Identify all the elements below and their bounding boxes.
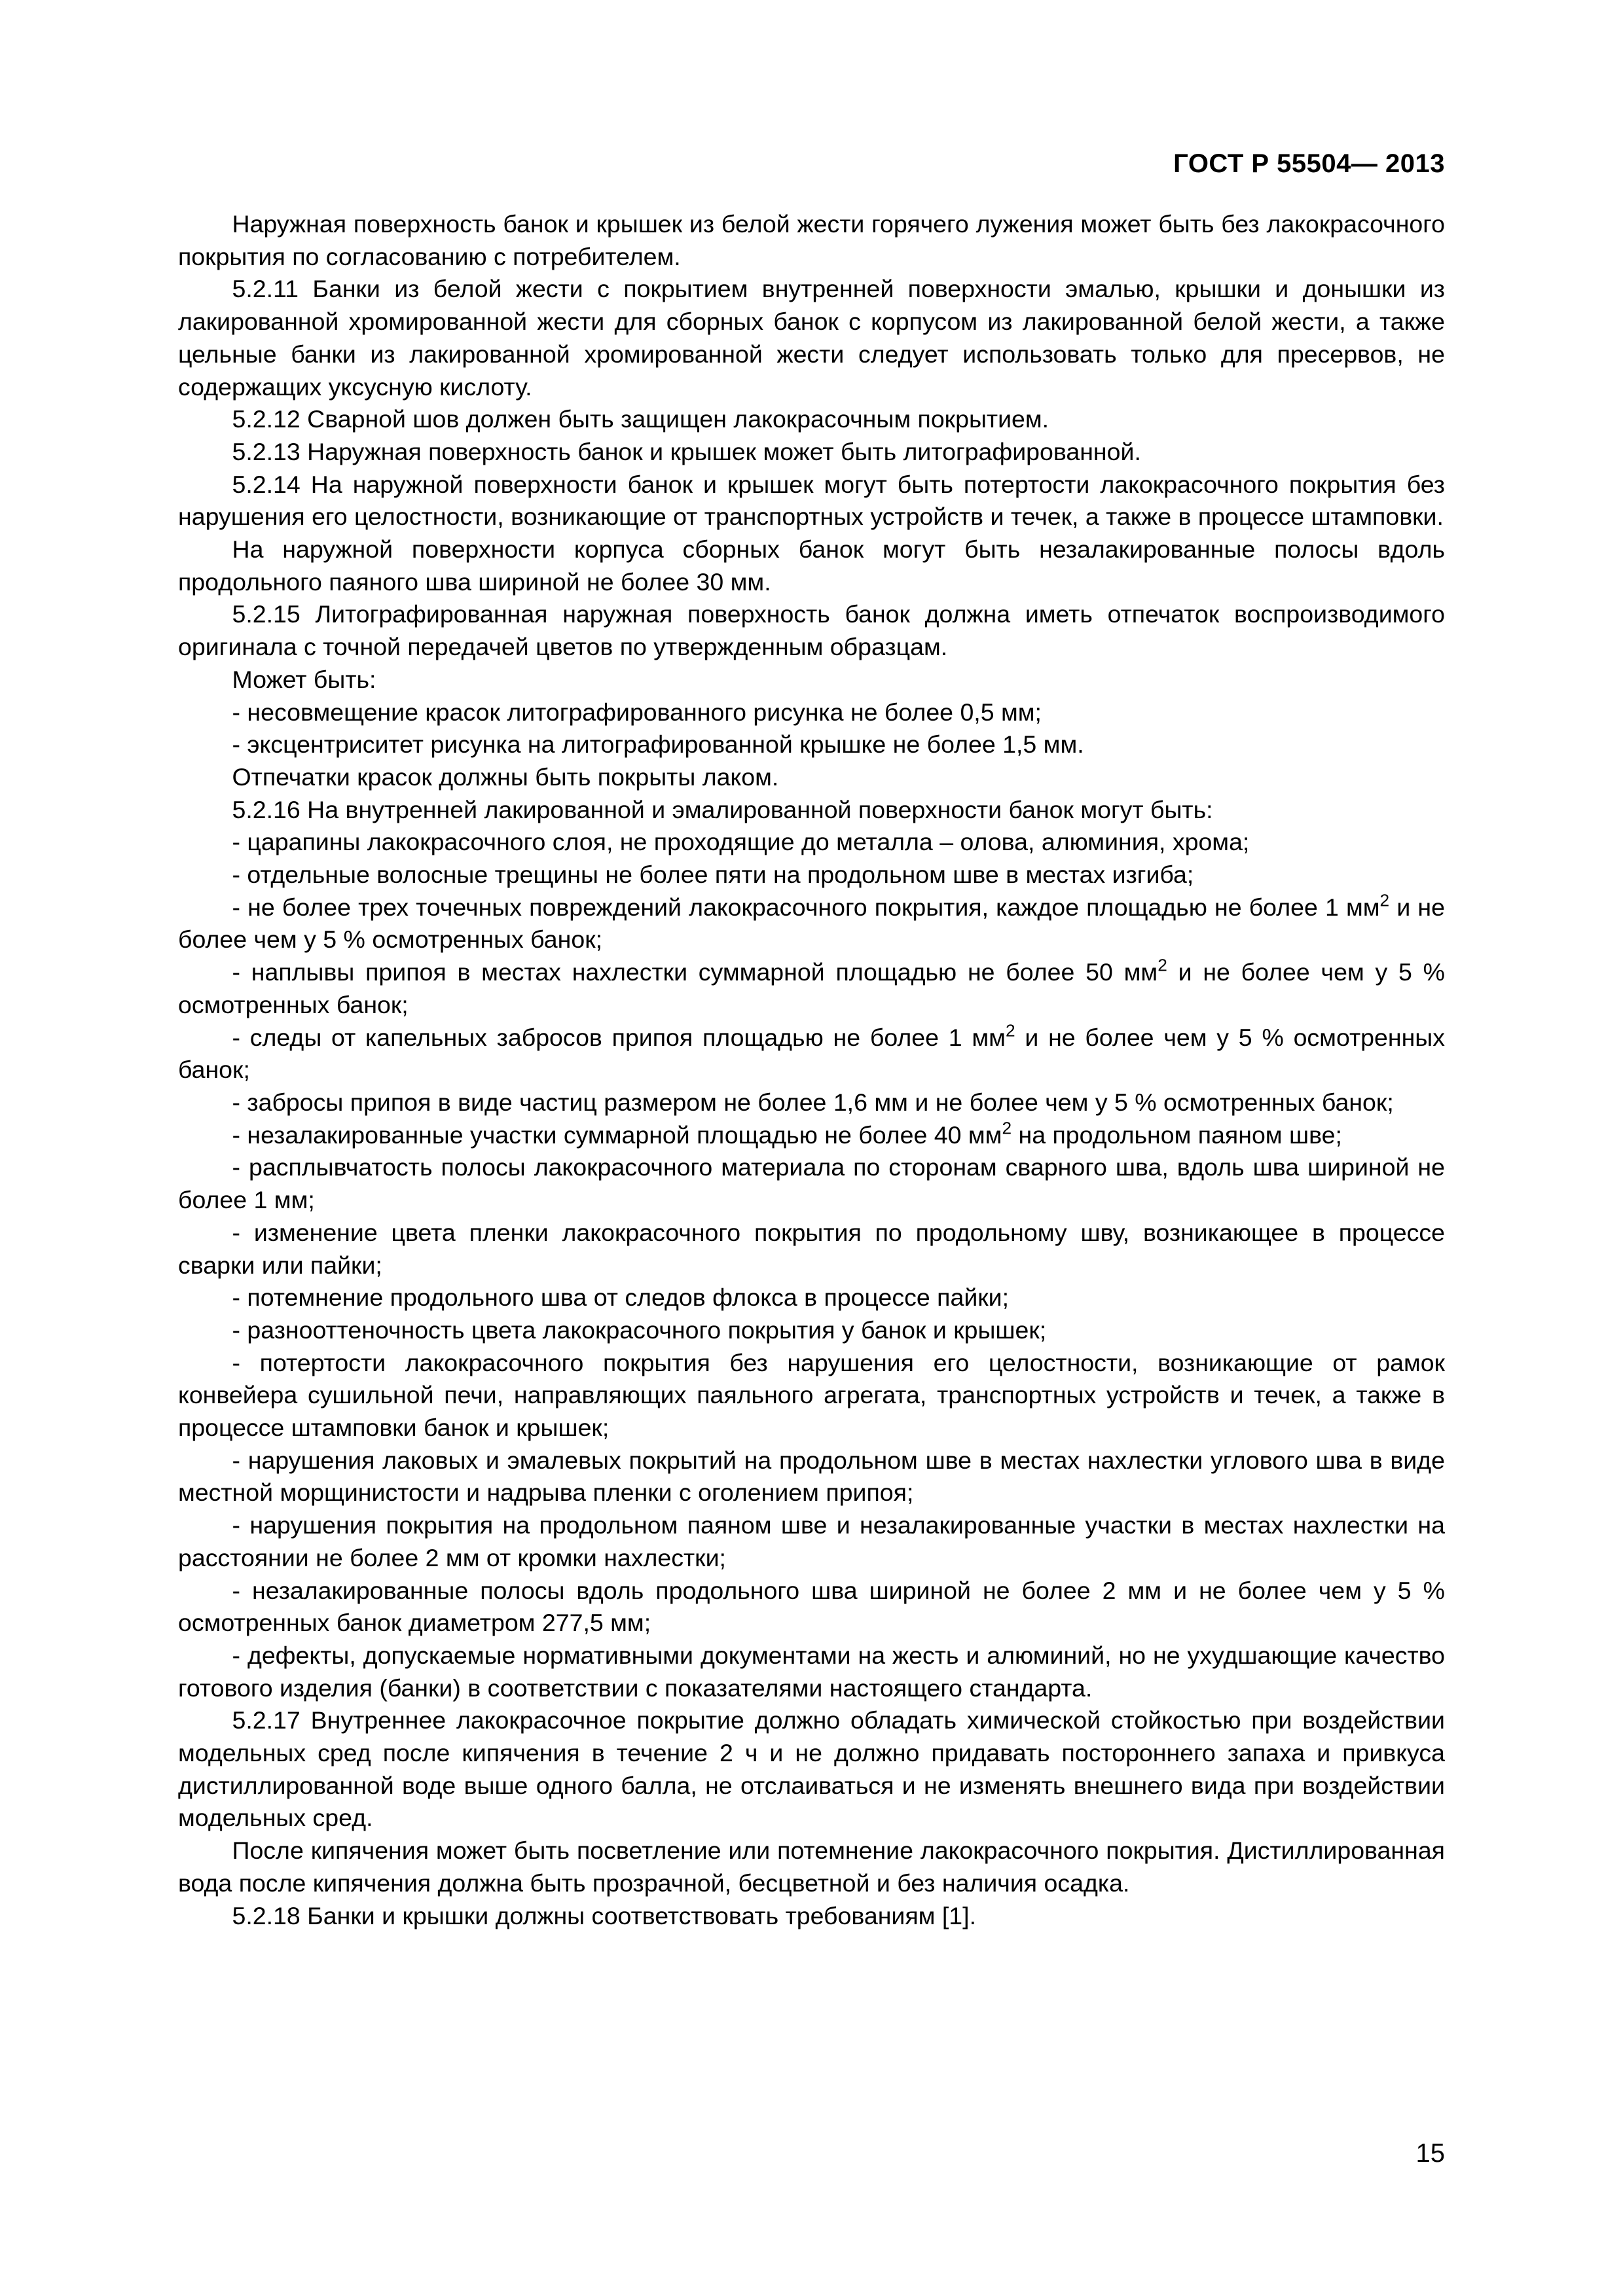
paragraph: - нарушения лаковых и эмалевых покрытий на продольном шве в местах нахлестки углового шва в виде местной морщинистости и надрыва пленки с оголением припоя; (178, 1446, 1445, 1507)
paragraph: На наружной поверхности корпуса сборных банок могут быть незалакированные полосы вдоль продольного паяного шва шириной не более 30 мм. (178, 535, 1445, 596)
paragraph: - нарушения покрытия на продольном паяном шве и незалакированные участки в местах нахлестки на расстоянии не более 2 мм от кромки нахлестки; (178, 1511, 1445, 1571)
paragraph: - разнооттеночность цвета лакокрасочного покрытия у банок и крышек; (232, 1316, 1047, 1344)
superscript: 2 (1158, 955, 1167, 975)
paragraph: - изменение цвета пленки лакокрасочного покрытия по продольному шву, возникающее в процессе сварки или пайки; (178, 1218, 1445, 1279)
paragraph: - потемнение продольного шва от следов флокса в процессе пайки; (232, 1283, 1010, 1312)
paragraph: 5.2.18 Банки и крышки должны соответствовать требованиям [1]. (232, 1901, 976, 1929)
paragraph: - отдельные волосные трещины не более пяти на продольном шве в местах изгиба; (232, 861, 1194, 889)
paragraph: 5.2.14 На наружной поверхности банок и крышек могут быть потертости лакокрасочного покрытия без нарушения его целостности, возникающие от транспортных устройств и течек, а также в процессе штамповки. (178, 470, 1445, 531)
paragraph: Может быть: (232, 665, 376, 693)
paragraph: - забросы припоя в виде частиц размером не более 1,6 мм и не более чем у 5 % осмотренных банок; (232, 1088, 1394, 1116)
paragraph: 5.2.17 Внутреннее лакокрасочное покрытие должно обладать химической стойкостью при воздействии модельных сред после кипячения в течение 2 ч и не должно придавать постороннего запаха и привкуса дистиллированной воде выше одного балла, не отслаиваться и не изменять внешнего вида при воздействии модельных сред. (178, 1706, 1445, 1832)
superscript: 2 (1002, 1118, 1012, 1138)
standard-designation: ГОСТ Р 55504— 2013 (1173, 149, 1445, 178)
superscript: 2 (1005, 1020, 1015, 1041)
paragraph: 5.2.12 Сварной шов должен быть защищен лакокрасочным покрытием. (232, 405, 1049, 433)
paragraph: - дефекты, допускаемые нормативными документами на жесть и алюминий, но не ухудшающие качество готового изделия (банки) в соответствии с показателями настоящего стандарта. (178, 1641, 1445, 1702)
paragraph: 5.2.15 Литографированная наружная поверхность банок должна иметь отпечаток воспроизводимого оригинала с точной передачей цветов по утвержденным образцам. (178, 600, 1445, 661)
paragraph: Отпечатки красок должны быть покрыты лаком. (232, 762, 779, 791)
paragraph: После кипячения может быть посветление или потемнение лакокрасочного покрытия. Дистиллированная вода после кипячения должна быть прозрачной, бесцветной и без наличия осадка. (178, 1837, 1445, 1897)
paragraph: - следы от капельных забросов припоя площадью не более 1 $мм^2$ и не более чем у 5 % осмотренных банок; (178, 1020, 1446, 1084)
paragraph: - наплывы припоя в местах нахлестки суммарной площадью не более 50 $мм^2$ и не более чем у 5 % осмотренных банок; (178, 955, 1446, 1018)
paragraph: - царапины лакокрасочного слоя, не проходящие до металла – олова, алюминия, хрома; (232, 828, 1250, 856)
paragraph: - эксцентриситет рисунка на литографированной крышке не более 1,5 мм. (232, 730, 1084, 759)
paragraph: 5.2.11 Банки из белой жести с покрытием внутренней поверхности эмалью, крышки и донышки из лакированной хромированной жести для сборных банок с корпусом из лакированной белой жести, а также цельные банки из лакированной хромированной жести следует использовать только для пресервов, не содержащих уксусную кислоту. (178, 275, 1445, 401)
paragraph: - расплывчатость полосы лакокрасочного материала по сторонам сварного шва, вдоль шва шириной не более 1 мм; (178, 1153, 1445, 1214)
paragraph: - незалакированные участки суммарной площадью не более 40 $мм^2$ на продольном паяном шве; (232, 1118, 1342, 1149)
document-body (178, 208, 1445, 1932)
paragraph: 5.2.13 Наружная поверхность банок и крышек может быть литографированной. (232, 437, 1141, 465)
paragraph: - несовмещение красок литографированного рисунка не более 0,5 мм; (232, 698, 1042, 726)
paragraph: - не более трех точечных повреждений лакокрасочного покрытия, каждое площадью не более 1 $мм^2$ и не более чем у 5 % осмотренных банок; (178, 890, 1445, 954)
page-number: 15 (1415, 2139, 1445, 2168)
superscript: 2 (1379, 890, 1390, 910)
paragraph: - потертости лакокрасочного покрытия без нарушения его целостности, возникающие от рамок конвейера сушильной печи, направляющих паяльного агрегата, транспортных устройств и течек, а также в процессе штамповки банок и крышек; (178, 1348, 1445, 1442)
paragraph: Наружная поверхность банок и крышек из белой жести горячего лужения может быть без лакокрасочного покрытия по согласованию с потребителем. (178, 210, 1445, 270)
paragraph: 5.2.16 На внутренней лакированной и эмалированной поверхности банок могут быть: (232, 795, 1213, 823)
paragraph: - незалакированные полосы вдоль продольного шва шириной не более 2 мм и не более чем у 5 % осмотренных банок диаметром 277,5 мм; (178, 1576, 1445, 1637)
